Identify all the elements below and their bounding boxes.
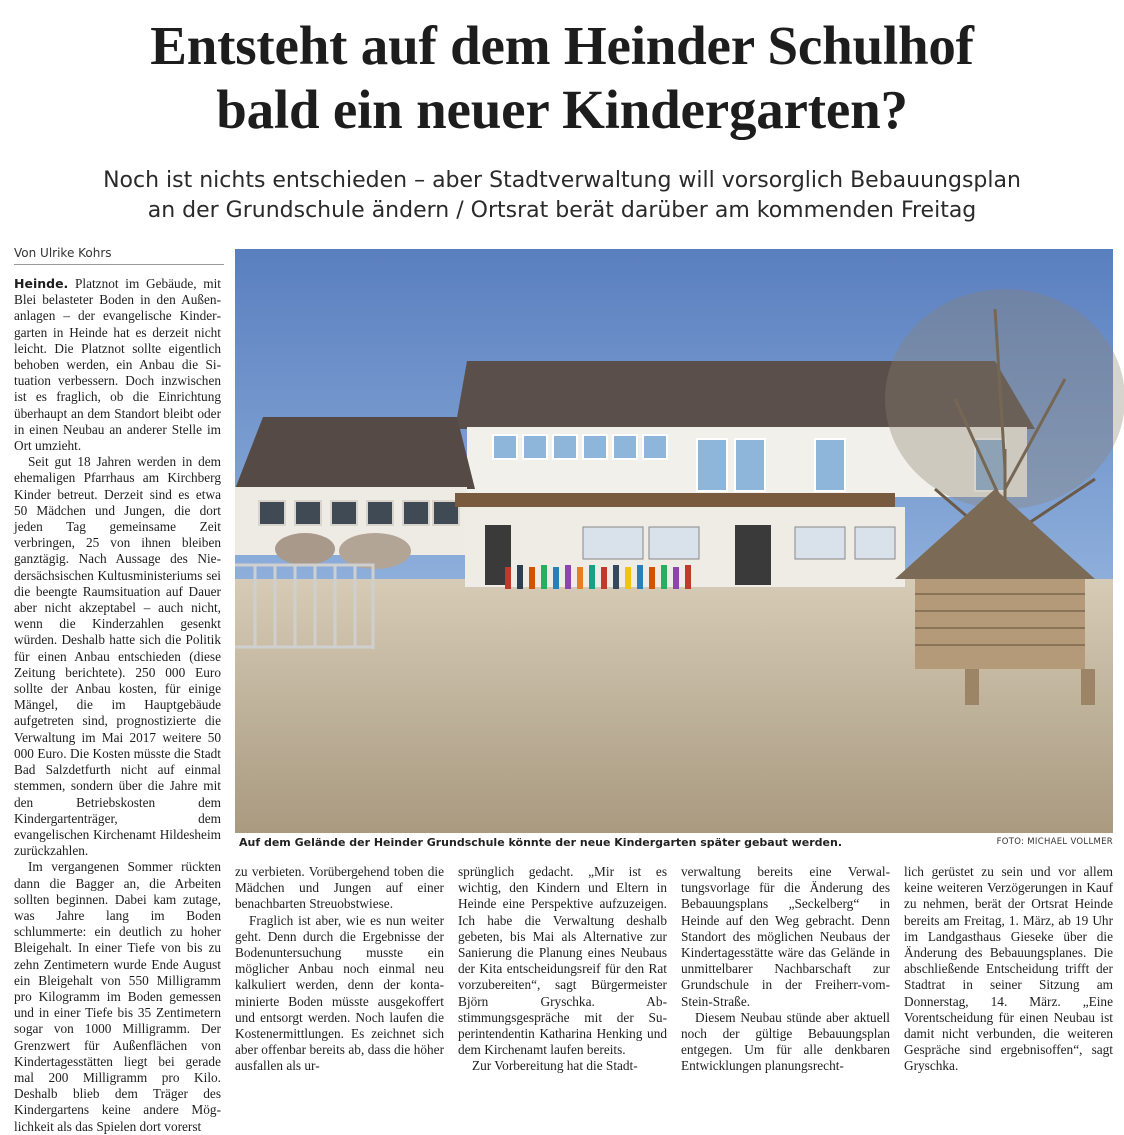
paragraph: Im vergangenen Sommer rückten dann die Bagger an, die Arbeiten sollten beginnen. Dabei kam zutage, was Jahre lang im Boden schlummerte: ein deutlich zu hoher Bleigehalt. In einer Tiefe von bis zu zehn Zentimetern wurde Ende August ein Bleigehalt von 550 Milligramm pro Kilogramm im Boden gemessen und in einer Tiefe bis 35 Zentimetern sogar von 1000 Milligramm. Der Grenzwert für Außenflächen von Kindertagesstätten liegt bei gerade mal 200 Milligramm pro Kilo. Deshalb blieb dem Träger des Kindergartens keine andere Möglichkeit als das Spielen dort vorerst	[14, 859, 221, 1134]
headline-line-2: bald ein neuer Kindergarten?	[216, 79, 908, 140]
paragraph: lich gerüstet zu sein und vor allem keine weiteren Verzögerungen in Kauf zu nehmen, berät der Ortsrat Heinde bereits am Freitag, 1. März, ab 19 Uhr im Landgasthaus Gieseke über die Änderung des Bebauungsplanes. Die abschließende Entscheidung trifft der Stadtrat in seiner Sitzung am Donnerstag, 14. März. „Eine Vorentscheidung für einen Neubau ist damit nicht verbunden, die weiteren Gespräche sind ergebnisoffen“, sagt Gryschka.	[904, 864, 1113, 1074]
paragraph: Zur Vorbereitung hat die Stadt-	[472, 1058, 638, 1074]
subheadline-line-2: an der Grundschule ändern / Ortsrat berät darüber am kommenden Freitag	[147, 198, 977, 223]
headline-line-1: Entsteht auf dem Heinder Schulhof	[150, 15, 974, 76]
byline: Von Ulrike Kohrs	[14, 246, 224, 265]
paragraph: Diesem Neubau stünde aber aktuell noch der gültige Bebauungsplan entgegen. Um für alle denkbaren Entwicklungen planungsrecht-	[681, 1009, 890, 1074]
school-photo-illustration	[235, 249, 1113, 833]
subheadline-line-1: Noch ist nichts entschieden – aber Stadtverwaltung will vorsorglich Bebauungsplan	[103, 168, 1021, 193]
headline	[0, 14, 1124, 142]
dateline: Heinde.	[14, 276, 69, 291]
subheadline	[0, 166, 1124, 226]
paragraph-text: Platznot im Gebäude, mit Blei belasteter Boden in den Außenanlagen – der evangelische Kindergarten in Heinde hat es derzeit nicht leicht. Die Platznot sollte eigentlich behoben werden, ein Anbau die Situation verbessern. Doch inzwischen ist es fraglich, ob die Einrichtung überhaupt an dem Standort bleibt oder in einen Neubau an anderer Stelle im Ort umzieht.	[14, 276, 221, 454]
paragraph: Fraglich ist aber, wie es nun weiter geht. Denn durch die Ergebnisse der Bodenuntersuchung musste ein möglicher Anbau noch einmal neu kalkuliert werden, denn der kontaminierte Boden müsste ausgekoffert und entsorgt werden. Noch laufen die Kostenermittlungen. Es zeichnet sich aber offenbar bereits ab, dass die höher ausfallen als ur-	[235, 912, 444, 1074]
article-column-1	[14, 276, 221, 1134]
paragraph: verwaltung bereits eine Verwaltungsvorlage für die Änderung des Bebauungsplans „Seckelberg“ in Heinde auf den Weg gebracht. Denn Standort des möglichen Neubaus der Kindertagesstätte wäre das Gelände in unmittelbarer Nachbarschaft zur Grundschule in der Freiherr-vom-Stein-Straße.	[681, 864, 890, 1009]
caption-text: Auf dem Gelände der Heinder Grundschule könnte der neue Kindergarten später gebaut werden.	[239, 836, 843, 849]
article-column-2	[235, 864, 444, 1074]
paragraph: zu verbieten. Vorübergehend toben die Mädchen und Jungen auf einer benachbarten Streuobstwiese.	[235, 864, 444, 912]
paragraph: Seit gut 18 Jahren werden in dem ehemaligen Pfarrhaus am Kirchberg Kinder betreut. Derzeit sind es etwa 50 Mädchen und Jungen, die dort jeden Tag gemeinsame Zeit verbringen, 25 von ihnen bleiben ganztägig. Nach Aussage des Niedersächsischen Kultusministeriums sei die beengte Raumsituation auf Dauer aber nicht akzeptabel – auch nicht, wenn die Kinderzahlen gesenkt würden. Deshalb hatte sich die Politik für einen Anbau entschieden (diese Zeitung berichtete). 250 000 Euro sollte der Anbau kosten, für einige Mängel, die im Hauptgebäude aufgetreten sind, prognostizierte die Verwaltung im Mai 2017 weitere 50 000 Euro. Die Kosten müsste die Stadt Bad Salzdetfurth nicht auf einmal stemmen, sondern über die Jahre mit den Betriebskosten dem Kindergartenträger, dem evangelischen Kirchenamt Hildesheim zurückzahlen.	[14, 454, 221, 859]
article-column-5	[904, 864, 1113, 1074]
photo-caption	[235, 836, 1113, 854]
article-photo	[235, 249, 1113, 833]
paragraph: sprünglich gedacht. „Mir ist es wichtig, den Kindern und Eltern in Heinde eine Perspektive aufzuzeigen. Ich habe die Verwaltung deshalb gebeten, bis Mai als Alternative zur Sanierung die Planung eines Neubaus der Kita entscheidungsreif für den Rat vorzubereiten“, sagt Bürgermeister Björn Gryschka. Abstimmungsgespräche mit der Superintendentin Katharina Henking und dem Kirchenamt laufen bereits.	[458, 864, 667, 1058]
article-column-3	[458, 864, 667, 1074]
paragraph	[14, 276, 221, 454]
photo-credit: FOTO: MICHAEL VOLLMER	[996, 837, 1113, 847]
article-column-4	[681, 864, 890, 1074]
